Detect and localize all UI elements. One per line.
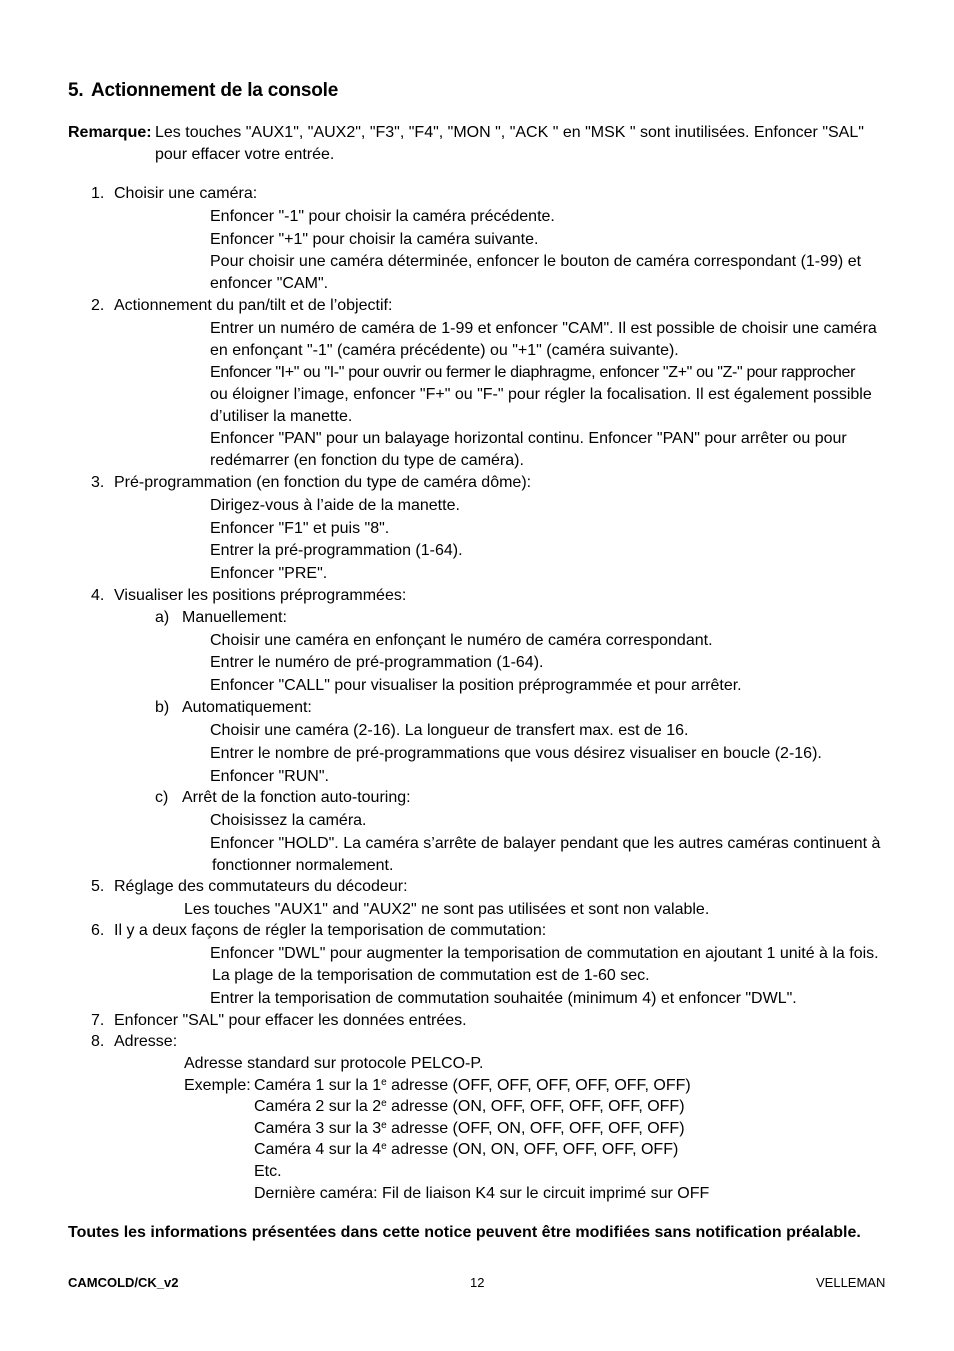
step-title: Adresse: [114, 1033, 178, 1050]
step-title: Pré-programmation (en fonction du type de caméra dôme): [114, 474, 532, 491]
example-line [254, 1120, 685, 1138]
step-line: redémarrer (en fonction du type de caméra). [210, 452, 524, 469]
step-number: 6. [91, 922, 105, 939]
ordinal-suffix: e [381, 1077, 387, 1088]
example-line [254, 1077, 691, 1095]
step-title: Réglage des commutateurs du décodeur: [114, 878, 408, 895]
substep-title: Arrêt de la fonction auto-touring: [182, 789, 411, 806]
ordinal-suffix: e [381, 1141, 387, 1152]
substep-label: b) [155, 699, 170, 716]
address-standard: Adresse standard sur protocole PELCO-P. [184, 1055, 484, 1072]
step-line: Enfoncer "CALL" pour visualiser la position préprogrammée et pour arrêter. [210, 677, 742, 694]
step-line: Enfoncer "+1" pour choisir la caméra suivante. [210, 231, 539, 248]
ordinal-suffix: e [381, 1098, 387, 1109]
example-text: Caméra 1 sur la 1 [254, 1077, 382, 1094]
example-text: adresse (OFF, ON, OFF, OFF, OFF, OFF) [386, 1120, 685, 1137]
step-line: La plage de la temporisation de commutation est de 1-60 sec. [212, 967, 650, 984]
step-line: Choisir une caméra (2-16). La longueur de transfert max. est de 16. [210, 722, 689, 739]
step-number: 5. [91, 878, 105, 895]
step-line: Dirigez-vous à l’aide de la manette. [210, 497, 460, 514]
step-line: d’utiliser la manette. [210, 408, 353, 425]
remark-label: Remarque: [68, 124, 152, 141]
step-title: Il y a deux façons de régler la temporisation de commutation: [114, 922, 547, 939]
step-line: Enfoncer "PRE". [210, 565, 328, 582]
step-line: ou éloigner l’image, enfoncer "F+" ou "F-" pour régler la focalisation. Il est également possible [210, 386, 872, 403]
section-title: Actionnement de la console [91, 80, 339, 101]
step-number: 1. [91, 185, 105, 202]
example-text: Caméra 4 sur la 4 [254, 1141, 382, 1158]
step-title: Visualiser les positions préprogrammées: [114, 587, 407, 604]
ordinal-suffix: e [381, 1120, 387, 1131]
substep-label: c) [155, 789, 169, 806]
example-label: Exemple: [184, 1077, 251, 1094]
substep-title: Manuellement: [182, 609, 287, 626]
step-line: Entrer le numéro de pré-programmation (1-64). [210, 654, 544, 671]
step-number: 8. [91, 1033, 105, 1050]
step-line: Enfoncer "HOLD". La caméra s’arrête de balayer pendant que les autres caméras continuent à [210, 835, 881, 852]
step-line: Entrer le nombre de pré-programmations que vous désirez visualiser en boucle (2-16). [210, 745, 822, 762]
step-line: Enfoncer "PAN" pour un balayage horizontal continu. Enfoncer "PAN" pour arrêter ou pour [210, 430, 847, 447]
example-last: Dernière caméra: Fil de liaison K4 sur le circuit imprimé sur OFF [254, 1185, 710, 1202]
step-title: Actionnement du pan/tilt et de l’objectif: [114, 297, 393, 314]
step-line: Choisir une caméra en enfonçant le numéro de caméra correspondant. [210, 632, 713, 649]
substep-label: a) [155, 609, 170, 626]
example-text: Caméra 3 sur la 3 [254, 1120, 382, 1137]
step-number: 7. [91, 1012, 105, 1029]
example-etc: Etc. [254, 1163, 282, 1180]
step-line: Les touches "AUX1" and "AUX2" ne sont pas utilisées et sont non valable. [184, 901, 710, 918]
step-line: en enfonçant "-1" (caméra précédente) ou "+1" (caméra suivante). [210, 342, 679, 359]
substep-title: Automatiquement: [182, 699, 312, 716]
footer-brand: VELLEMAN [816, 1275, 886, 1290]
step-number: 2. [91, 297, 105, 314]
step-title: Choisir une caméra: [114, 185, 258, 202]
step-line: Entrer la temporisation de commutation souhaitée (minimum 4) et enfoncer "DWL". [210, 990, 797, 1007]
example-line [254, 1098, 685, 1116]
remark-text: Les touches "AUX1", "AUX2", "F3", "F4", "MON ", "ACK " en "MSK " sont inutilisées. Enfoncer "SAL" [155, 124, 864, 141]
step-number: 4. [91, 587, 105, 604]
step-line: Enfoncer "DWL" pour augmenter la temporisation de commutation en ajoutant 1 unité à la fois. [210, 945, 879, 962]
step-number: 3. [91, 474, 105, 491]
example-text: Caméra 2 sur la 2 [254, 1098, 382, 1115]
step-line: Choisissez la caméra. [210, 812, 367, 829]
footer-page-number: 12 [470, 1275, 485, 1290]
step-line: Enfoncer "RUN". [210, 768, 329, 785]
example-line [254, 1141, 678, 1159]
change-notice: Toutes les informations présentées dans cette notice peuvent être modifiées sans notification préalable. [68, 1224, 861, 1241]
example-text: adresse (OFF, OFF, OFF, OFF, OFF, OFF) [386, 1077, 691, 1094]
step-line: Entrer un numéro de caméra de 1-99 et enfoncer "CAM". Il est possible de choisir une caméra [210, 320, 877, 337]
step-line: Enfoncer "-1" pour choisir la caméra précédente. [210, 208, 555, 225]
step-title: Enfoncer "SAL" pour effacer les données entrées. [114, 1012, 467, 1029]
step-line: Pour choisir une caméra déterminée, enfoncer le bouton de caméra correspondant (1-99) et [210, 253, 862, 270]
remark-text: pour effacer votre entrée. [155, 146, 335, 163]
step-line: fonctionner normalement. [212, 857, 394, 874]
step-line: Enfoncer "I+" ou "I-" pour ouvrir ou fermer le diaphragme, enfoncer "Z+" ou "Z-" pour rapprocher [210, 364, 856, 381]
example-text: adresse (ON, ON, OFF, OFF, OFF, OFF) [386, 1141, 679, 1158]
footer-doc-code: CAMCOLD/CK_v2 [68, 1275, 179, 1290]
example-text: adresse (ON, OFF, OFF, OFF, OFF, OFF) [386, 1098, 685, 1115]
section-number: 5. [68, 80, 84, 101]
step-line: Entrer la pré-programmation (1-64). [210, 542, 463, 559]
step-line: Enfoncer "F1" et puis "8". [210, 520, 390, 537]
step-line: enfoncer "CAM". [210, 275, 329, 292]
